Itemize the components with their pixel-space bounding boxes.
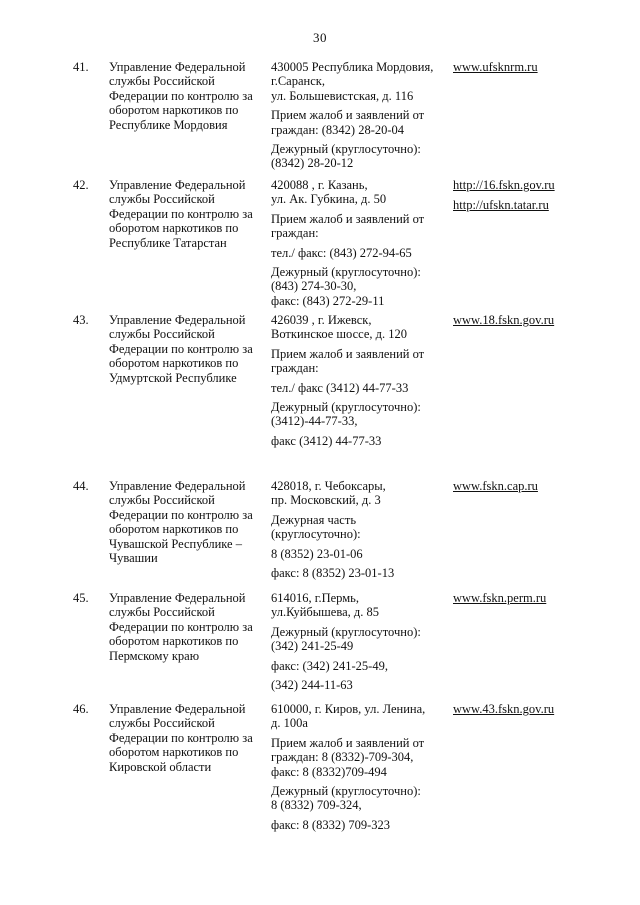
agency-name-line: оборотом наркотиков по (109, 522, 239, 537)
contact-block (271, 347, 451, 376)
agency-name-line: службы Российской (109, 327, 215, 342)
agency-name-line: оборотом наркотиков по (109, 356, 239, 371)
agency-name-line: Федерации по контролю за (109, 341, 253, 356)
contact-block (271, 381, 451, 395)
agency-name-line: оборотом наркотиков по (109, 745, 239, 760)
contact-block (271, 784, 451, 813)
contact-line: д. 100а (271, 716, 308, 731)
website-column (453, 702, 554, 722)
contact-block (271, 591, 451, 620)
contact-block (271, 818, 451, 832)
contact-line: (3412)-44-77-33, (271, 414, 358, 429)
contact-details (271, 702, 451, 837)
contact-block (271, 547, 451, 561)
entry-number: 43. (73, 313, 89, 327)
agency-name-line: Республике Мордовия (109, 117, 228, 132)
agency-name-line: оборотом наркотиков по (109, 221, 239, 236)
agency-name-line: службы Российской (109, 716, 215, 731)
contact-line: граждан: (8342) 28-20-04 (271, 122, 405, 137)
contact-line: тел./ факс (3412) 44-77-33 (271, 380, 409, 395)
agency-name-line: Федерации по контролю за (109, 88, 253, 103)
agency-name-line: Чувашской Республике – (109, 536, 242, 551)
contact-line: Прием жалоб и заявлений от (271, 108, 425, 123)
contact-block (271, 142, 451, 171)
contact-line: (342) 241-25-49 (271, 639, 354, 654)
agency-name-line: Управление Федеральной (109, 591, 246, 605)
contact-line: факс: 8 (8332) 709-323 (271, 817, 391, 832)
agency-name-line: Федерации по контролю за (109, 730, 253, 745)
contact-line: ул. Ак. Губкина, д. 50 (271, 192, 387, 207)
contact-line: (843) 274-30-30, (271, 279, 357, 294)
agency-name-line: Федерации по контролю за (109, 507, 253, 522)
website-link[interactable]: www.18.fskn.gov.ru (453, 313, 555, 327)
agency-name (109, 313, 259, 385)
website-link[interactable]: www.fskn.perm.ru (453, 591, 547, 605)
website-link[interactable]: www.fskn.cap.ru (453, 479, 538, 493)
contact-block (271, 659, 451, 673)
entry-number: 42. (73, 178, 89, 192)
contact-line: (8342) 28-20-12 (271, 156, 354, 171)
entry-number: 46. (73, 702, 89, 716)
entry-number: 45. (73, 591, 89, 605)
agency-name-line: службы Российской (109, 74, 215, 89)
website-link[interactable]: www.43.fskn.gov.ru (453, 702, 555, 716)
contact-block (271, 678, 451, 692)
contact-block (271, 513, 451, 542)
contact-details (271, 178, 451, 313)
contact-line: Прием жалоб и заявлений от (271, 346, 425, 361)
contact-line: пр. Московский, д. 3 (271, 493, 381, 508)
contact-line: (круглосуточно): (271, 527, 361, 542)
contact-block (271, 434, 451, 448)
contact-line: 8 (8352) 23-01-06 (271, 546, 363, 561)
agency-name-line: Чувашии (109, 551, 158, 566)
website-column (453, 313, 554, 333)
agency-name-line: Федерации по контролю за (109, 619, 253, 634)
contact-block (271, 400, 451, 429)
contact-line: Дежурная часть (271, 512, 357, 527)
contact-block (271, 178, 451, 207)
contact-block (271, 108, 451, 137)
contact-block (271, 702, 451, 731)
contact-details (271, 60, 451, 176)
agency-name (109, 60, 259, 132)
agency-name-line: Республике Татарстан (109, 235, 227, 250)
contact-line: Воткинское шоссе, д. 120 (271, 327, 407, 342)
agency-name (109, 479, 259, 565)
website-column (453, 60, 538, 80)
entry-number: 44. (73, 479, 89, 493)
contact-line: 614016, г.Пермь, (271, 591, 359, 605)
agency-name-line: службы Российской (109, 493, 215, 508)
agency-name-line: Кировской области (109, 759, 212, 774)
agency-name (109, 702, 259, 774)
page-number: 30 (313, 30, 327, 45)
agency-name-line: службы Российской (109, 605, 215, 620)
agency-name-line: Управление Федеральной (109, 178, 246, 192)
contact-details (271, 591, 451, 697)
contact-line: граждан: (271, 361, 319, 376)
agency-name-line: Пермскому краю (109, 648, 200, 663)
contact-block (271, 313, 451, 342)
contact-block (271, 625, 451, 654)
contact-line: 426039 , г. Ижевск, (271, 313, 372, 327)
contact-line: г.Саранск, (271, 74, 325, 89)
agency-name-line: Федерации по контролю за (109, 206, 253, 221)
agency-name-line: Управление Федеральной (109, 60, 246, 74)
contact-block (271, 736, 451, 779)
contact-line: факс: (843) 272-29-11 (271, 293, 385, 308)
contact-details (271, 479, 451, 585)
contact-line: тел./ факс: (843) 272-94-65 (271, 245, 412, 260)
contact-block (271, 566, 451, 580)
contact-line: Прием жалоб и заявлений от (271, 735, 425, 750)
entry-number: 41. (73, 60, 89, 74)
website-link[interactable]: http://ufskn.tatar.ru (453, 198, 549, 213)
contact-line: ул. Большевистская, д. 116 (271, 88, 414, 103)
contact-line: (342) 244-11-63 (271, 678, 353, 693)
contact-line: 430005 Республика Мордовия, (271, 60, 434, 74)
contact-block (271, 60, 451, 103)
contact-line: факс: 8 (8332)709-494 (271, 764, 387, 779)
agency-name (109, 591, 259, 663)
website-column (453, 178, 555, 219)
contact-block (271, 265, 451, 308)
agency-name-line: оборотом наркотиков по (109, 634, 239, 649)
website-link[interactable]: http://16.fskn.gov.ru (453, 178, 555, 192)
website-column (453, 591, 546, 611)
agency-name-line: службы Российской (109, 192, 215, 207)
contact-line: 610000, г. Киров, ул. Ленина, (271, 702, 426, 716)
website-column (453, 479, 538, 499)
agency-name-line: оборотом наркотиков по (109, 103, 239, 118)
contact-line: Дежурный (круглосуточно): (271, 400, 421, 415)
contact-line: ул.Куйбышева, д. 85 (271, 605, 379, 620)
website-link[interactable]: www.ufsknrm.ru (453, 60, 538, 74)
contact-line: граждан: (271, 226, 319, 241)
contact-block (271, 246, 451, 260)
contact-line: Дежурный (круглосуточно): (271, 784, 421, 799)
contact-line: 8 (8332) 709-324, (271, 798, 362, 813)
agency-name-line: Управление Федеральной (109, 313, 246, 327)
contact-line: факс: 8 (8352) 23-01-13 (271, 566, 395, 581)
contact-block (271, 212, 451, 241)
contact-line: граждан: 8 (8332)-709-304, (271, 750, 414, 765)
agency-name-line: Управление Федеральной (109, 702, 246, 716)
contact-line: Прием жалоб и заявлений от (271, 211, 425, 226)
contact-block (271, 479, 451, 508)
agency-name-line: Удмуртской Республике (109, 370, 237, 385)
contact-line: 420088 , г. Казань, (271, 178, 368, 192)
agency-name (109, 178, 259, 250)
contact-line: 428018, г. Чебоксары, (271, 479, 386, 493)
contact-line: Дежурный (круглосуточно): (271, 624, 421, 639)
contact-line: факс: (342) 241-25-49, (271, 658, 388, 673)
contact-line: Дежурный (круглосуточно): (271, 265, 421, 280)
contact-details (271, 313, 451, 453)
contact-line: Дежурный (круглосуточно): (271, 142, 421, 157)
contact-line: факс (3412) 44-77-33 (271, 433, 382, 448)
agency-name-line: Управление Федеральной (109, 479, 246, 493)
